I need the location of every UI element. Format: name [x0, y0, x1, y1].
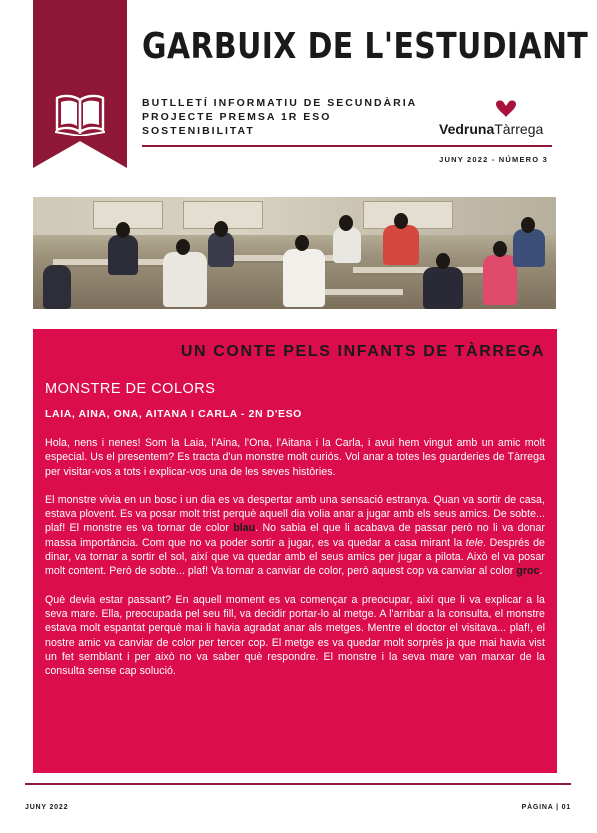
- newsletter-title: GARBUIX DE L'ESTUDIANT: [142, 26, 589, 67]
- open-book-icon: [55, 92, 105, 136]
- issue-info: JUNY 2022 - NÚMERO 3: [439, 155, 548, 164]
- subtitle-line: PROJECTE PREMSA 1R ESO: [142, 111, 332, 123]
- color-word-groc: groc: [516, 565, 540, 578]
- header-divider: [142, 145, 552, 147]
- footer-date: JUNY 2022: [25, 804, 69, 811]
- page-number: PÀGINA | 01: [521, 804, 571, 811]
- article-paragraph: Què devia estar passant? En aquell moment es va començar a preocupar, així que li va explicar a la seva mare. Ella, preocupada pel seu fill, va decidir portar-lo al metge. A l'arribar a la consulta, el monstre estava molt espantat perquè mai li havia agradat anar als metges. Mentre el doctor el visitava... plaf!, el nostre amic va canviar de color per tercer cop. El metge es va quedar molt sorprès ja que mai havia vist un fet semblant i per això no va saber què respondre. El monstre i la seva mare van marxar de la consulta sense cap solució.: [45, 593, 545, 678]
- heart-check-icon: [493, 99, 519, 119]
- subtitle-line: SOSTENIBILITAT: [142, 125, 255, 137]
- masthead-banner: [33, 0, 127, 168]
- article-paragraph: El monstre vivia en un bosc i un dia es va despertar amb una sensació estranya. Quan va sortir de casa, estava plovent. Es va posar molt trist perquè aquell dia volia anar a jugar amb els seus amics. De sobte... plaf! El monstre es va tornar de color blau. No sabia el que li acabava de passar però no li va donar massa importància. Com que no va poder sortir a jugar, es va quedar a casa mirant la tele. Després de dinar, va tornar a sortir el sol, així que va quedar amb el seus amics per jugar a pilota. Això el va posar molt content. Però de sobte... plaf! Va tornar a canviar de color, però aquest cop va canviar al color groc.: [45, 493, 545, 578]
- logo-brand: Vedruna: [439, 121, 495, 137]
- section-title: MONSTRE DE COLORS: [45, 381, 216, 397]
- italic-word-tele: tele: [465, 536, 484, 549]
- article-headline: UN CONTE PELS INFANTS DE TÀRREGA: [180, 343, 545, 360]
- subtitle-line: BUTLLETÍ INFORMATIU DE SECUNDÀRIA: [142, 97, 418, 109]
- footer-divider: [25, 783, 571, 785]
- article-box: [33, 329, 557, 773]
- color-word-blau: blau: [233, 522, 256, 535]
- classroom-photo: [33, 197, 556, 309]
- article-paragraph: Hola, nens i nenes! Som la Laia, l'Aina, l'Ona, l'Aitana i la Carla, i avui hem vingut amb un amic molt especial. Us el presentem? Es tracta d'un monstre molt curiós. Vol anar a totes les guarderies de Tàrrega per visitar-vos a tots i explicar-vos una de les seves històries.: [45, 437, 545, 478]
- article-authors: LAIA, AINA, ONA, AITANA I CARLA - 2N D'ESO: [45, 408, 302, 420]
- logo-place: Tàrrega: [494, 121, 544, 137]
- newsletter-subtitle: [142, 96, 462, 138]
- school-logo: [439, 121, 543, 137]
